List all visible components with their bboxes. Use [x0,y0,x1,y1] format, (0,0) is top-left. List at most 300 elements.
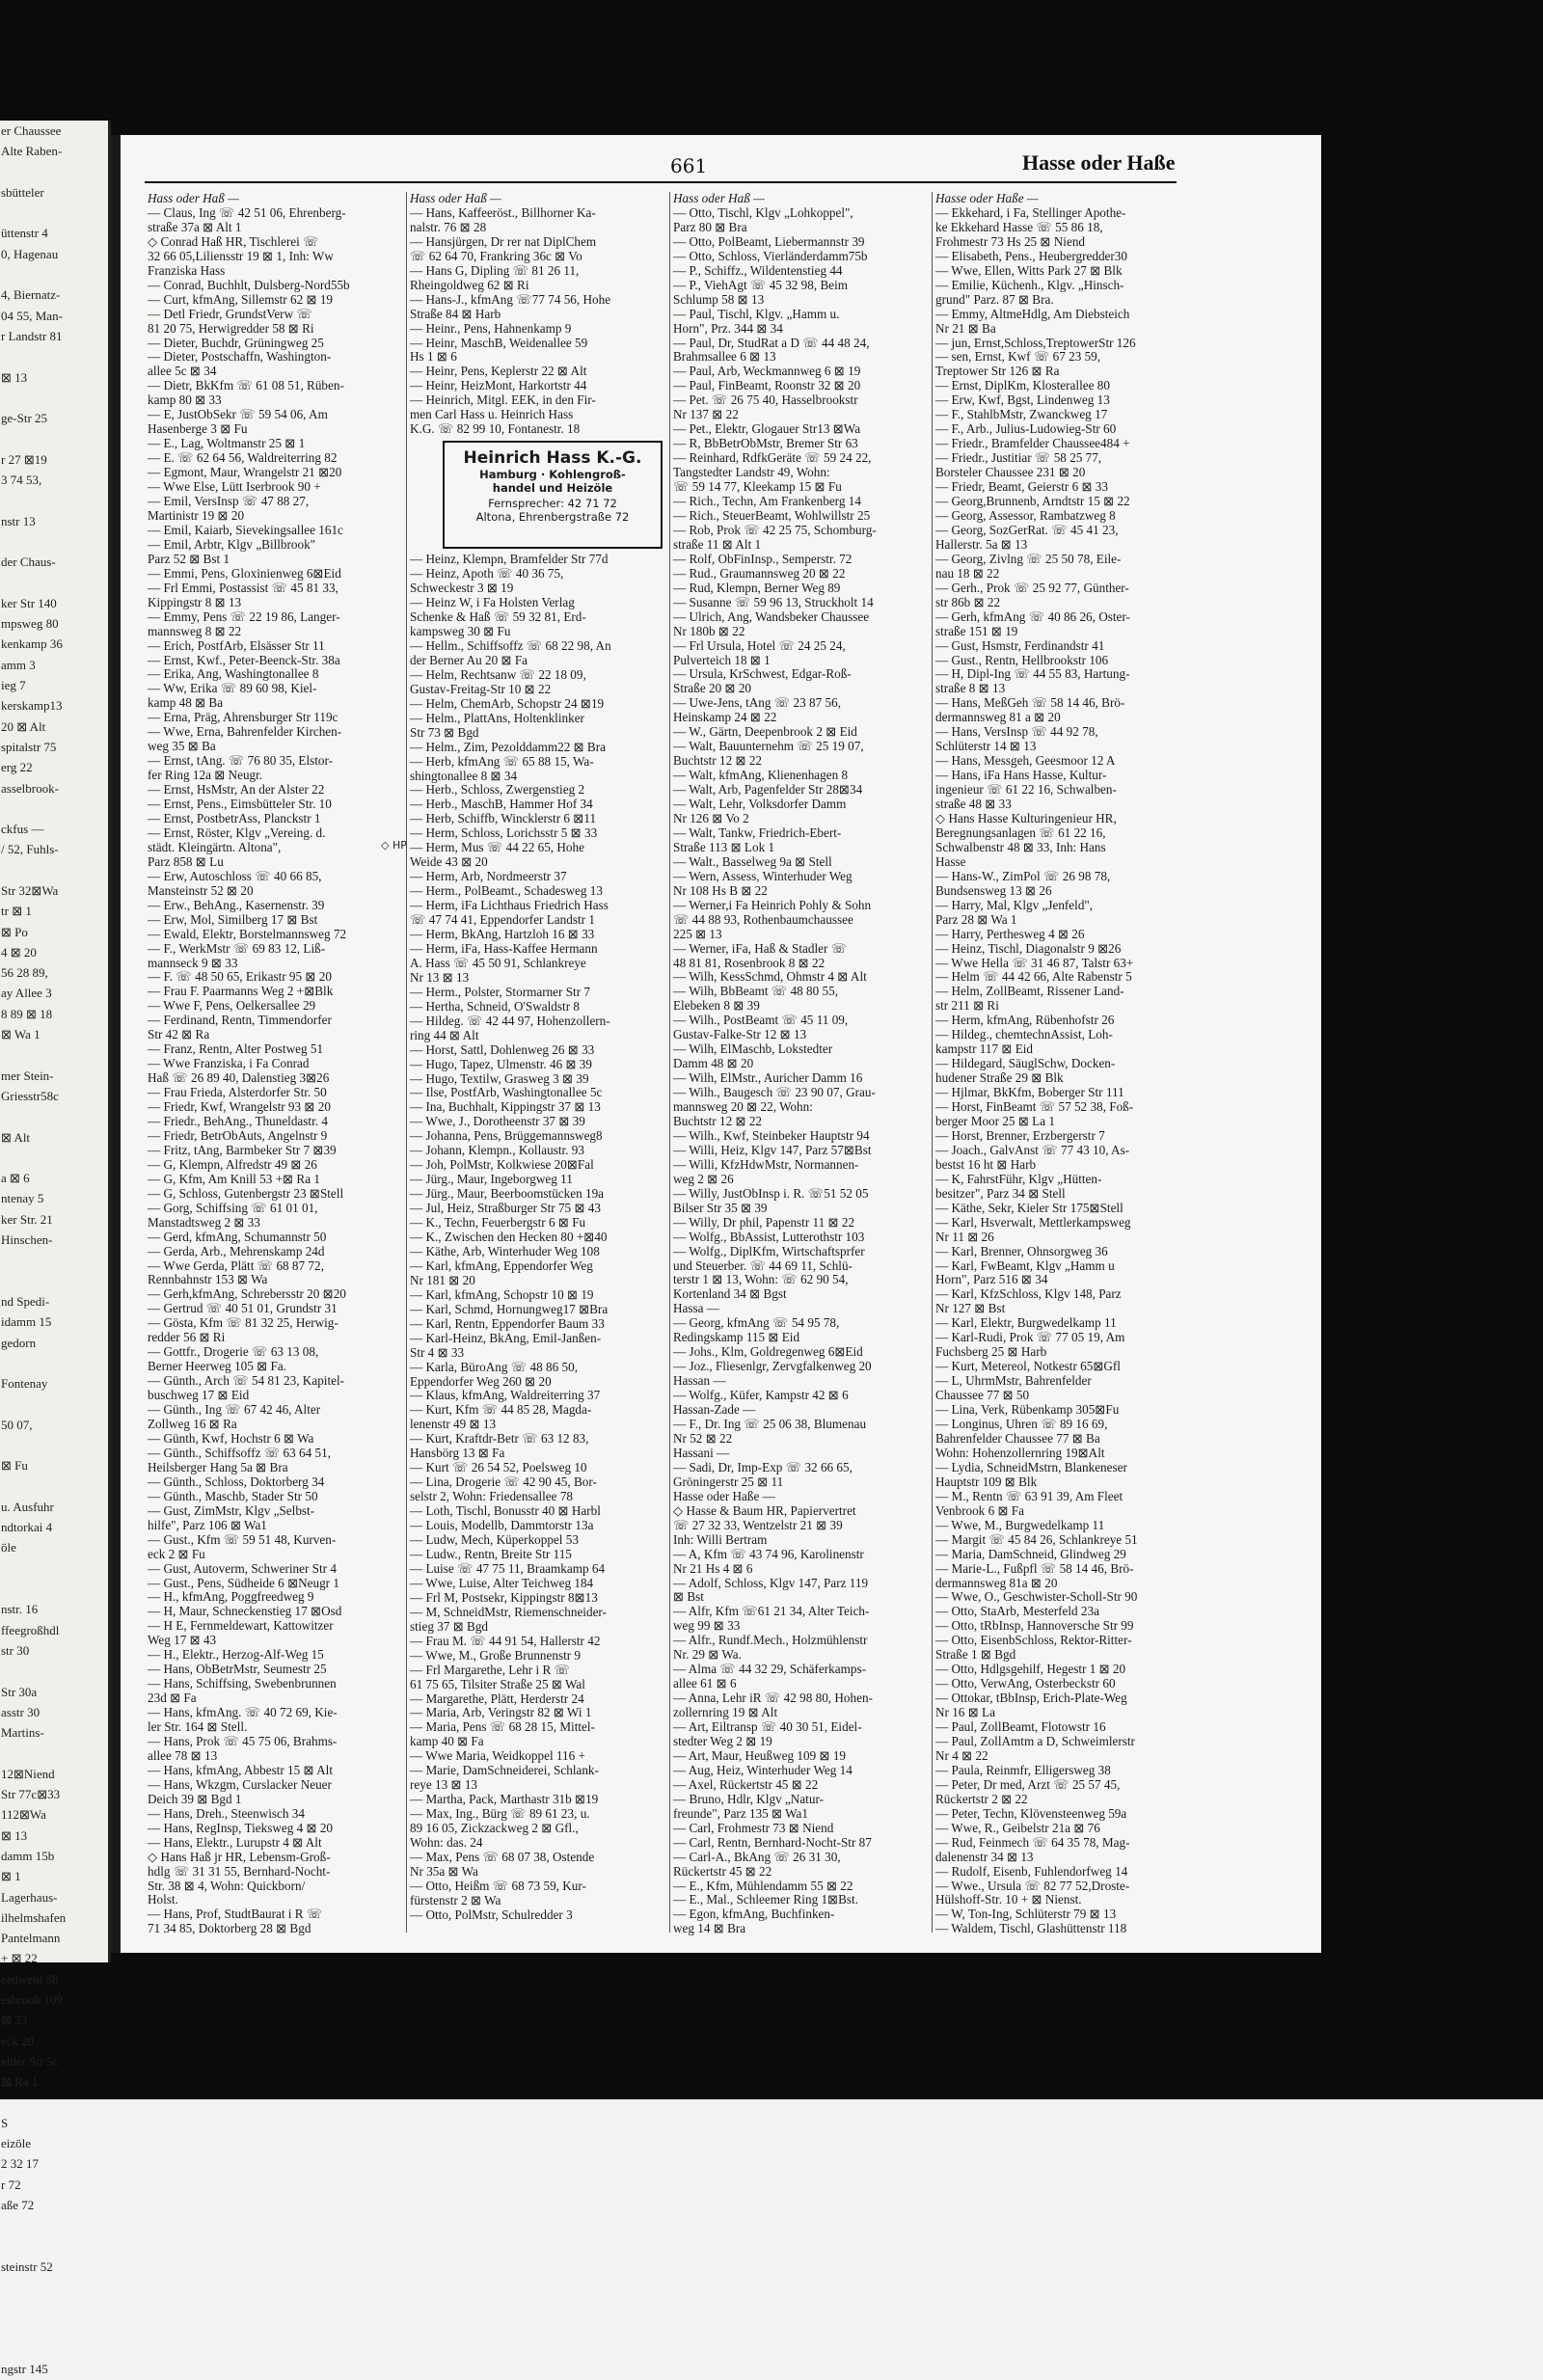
fragment-line: 4, Biernatz- [1,287,61,303]
directory-entry: stieg 37 ⊠ Bgd [410,1618,489,1634]
directory-entry: — Hans, Dreh., Steenwisch 34 [148,1805,305,1821]
directory-entry: stedter Weg 2 ⊠ 19 [673,1733,772,1748]
directory-entry: Str. 38 ⊠ 4, Wohn: Quickborn/ [148,1878,306,1893]
directory-entry: — Ernst, PostbetrAss, Planckstr 1 [148,810,321,825]
column-divider [932,192,933,1933]
directory-entry: dalenenstr 34 ⊠ 13 [935,1849,1034,1864]
directory-entry: Gröningerstr 25 ⊠ 11 [673,1474,784,1489]
directory-entry: Frohmestr 73 Hs 25 ⊠ Niend [935,233,1086,249]
directory-entry: Pulverteich 18 ⊠ 1 [673,652,771,667]
fragment-line [0,1148,108,1168]
directory-entry: Hasse oder Haße — [673,1488,775,1503]
directory-entry: Manstadtsweg 2 ⊠ 33 [148,1214,260,1230]
directory-entry: — Jürg., Maur, Beerboomstücken 19a [410,1186,605,1202]
directory-entry: Nr 21 Hs 4 ⊠ 6 [673,1560,753,1576]
directory-entry: — Hans, iFa Hans Hasse, Kultur- [935,768,1107,783]
directory-entry: — Rud., Graumannsweg 20 ⊠ 22 [673,565,846,581]
directory-entry: — Alma ☏ 44 32 29, Schäferkamps- [673,1662,866,1677]
directory-entry: — Heinr, HeizMont, Harkortstr 44 [410,378,587,393]
directory-entry: — Kurt ☏ 26 54 52, Poelsweg 10 [410,1460,587,1475]
directory-entry: — Johanna, Pens, Brüggemannsweg8 [410,1128,603,1144]
directory-entry: — Friedr., BehAng., Thuneldastr. 4 [148,1114,328,1128]
directory-entry: Horn", Prz. 344 ⊠ 34 [673,320,783,336]
directory-entry: — Walt, kfmAng, Klienenhagen 8 [673,768,849,783]
directory-entry: der Berner Au 20 ⊠ Fa [410,652,528,667]
directory-entry: — H E, Fernmeldewart, Kattowitzer [148,1618,334,1634]
fragment-line: 04 55, Man- [1,308,63,323]
directory-entry: — Herb, Schiffb, Wincklerstr 6 ⊠11 [410,811,597,826]
directory-entry: — Willy, JustObInsp i. R. ☏51 52 05 [673,1185,869,1201]
directory-entry: — Hans, Wkzgm, Curslacker Neuer [148,1776,332,1792]
directory-entry: — Max, Ing., Bürg ☏ 89 61 23, u. [410,1806,590,1822]
directory-entry: — A, Kfm ☏ 43 74 96, Karolinenstr [673,1546,864,1561]
ad-phone: Fernsprecher: 42 71 72 [488,497,617,511]
directory-entry: — Wern, Assess, Winterhuder Weg [673,868,853,883]
directory-entry: — Wilh, KessSchmd, Ohmstr 4 ⊠ Alt [673,969,867,985]
fragment-line: Str 30a [1,1684,38,1699]
directory-entry: Kortenland 34 ⊠ Bgst [673,1286,787,1302]
fragment-line: er Chaussee [1,123,62,138]
directory-entry: — Wilh., PostBeamt ☏ 45 11 09, [673,1013,849,1028]
book-gutter [111,0,121,2099]
directory-entry: — Herm., Polster, Stormarner Str 7 [410,984,591,999]
directory-entry: Kippingstr 8 ⊠ 13 [148,594,242,609]
film-margin-right [1321,0,1543,2099]
directory-entry: Mansteinstr 52 ⊠ 20 [148,882,254,898]
directory-entry: — Walt, Lehr, Volksdorfer Damm [673,797,847,812]
directory-entry: — Otto, tRbInsp, Hannoversche Str 99 [935,1618,1134,1634]
directory-entry: — Herm, Schloss, Lorichsstr 5 ⊠ 33 [410,825,598,841]
fragment-line [0,388,108,408]
directory-entry: reye 13 ⊠ 13 [410,1777,478,1793]
directory-entry: — Erw, Autoschloss ☏ 40 66 85, [148,868,322,883]
fragment-line: ⊠ 33 [1,2013,28,2028]
directory-entry: — Reinhard, RdfkGeräte ☏ 59 24 22, [673,450,872,466]
ad-line: handel und Heizöle [492,481,613,496]
directory-entry: — Heinz, Tischl, Diagonalstr 9 ⊠26 [935,940,1122,956]
directory-entry: — Wwe Maria, Weidkoppel 116 + [410,1748,585,1764]
header-rule [145,181,1177,183]
directory-entry: str 86b ⊠ 22 [935,594,1001,609]
directory-entry: — Kurt, Kraftdr-Betr ☏ 63 12 83, [410,1431,589,1447]
fragment-line [0,798,108,819]
directory-entry: — Otto, PolMstr, Schulredder 3 [410,1907,573,1922]
directory-entry: — Herm., PolBeamt., Schadesweg 13 [410,883,603,899]
fragment-line: ⊠ Po [1,924,28,939]
directory-entry: — Lina, Drogerie ☏ 42 90 45, Bor- [410,1474,597,1490]
directory-entry: — Emil, VersInsp ☏ 47 88 27, [148,494,310,509]
directory-entry: 71 34 85, Doktorberg 28 ⊠ Bgd [148,1921,311,1936]
directory-entry: — Margarethe, Plätt, Herderstr 24 [410,1690,584,1706]
directory-entry: — Willi, Heiz, Klgv 147, Parz 57⊠Bst [673,1142,872,1157]
directory-entry: — Heinz, Apoth ☏ 40 36 75, [410,566,564,581]
directory-entry: — Wwe., Ursula ☏ 82 77 52,Droste- [935,1878,1130,1893]
directory-entry: — Walt., Basselweg 9a ⊠ Stell [673,853,832,869]
fragment-line [0,1558,108,1579]
directory-entry: ingenieur ☏ 61 22 16, Schwalben- [935,782,1117,798]
directory-entry: — Hans, RegInsp, Tieksweg 4 ⊠ 20 [148,1820,334,1835]
directory-entry: — Dieter, Postschaffn, Washington- [148,349,332,365]
directory-entry: — Emilie, Küchenh., Klgv. „Hinsch- [935,277,1124,292]
directory-entry: — Hans G, Dipling ☏ 81 26 11, [410,262,580,278]
fragment-line [0,2277,108,2297]
fragment-line: 50 07, [1,1417,33,1432]
directory-entry: — Johann, Klempn., Kollaustr. 93 [410,1143,584,1158]
directory-entry: — Frl Margarethe, Lehr i R ☏ [410,1662,571,1677]
fragment-line: üttenstr 4 [1,226,48,241]
directory-entry: — Harry, Perthesweg 4 ⊠ 26 [935,926,1085,941]
ad-line: Hamburg · Kohlengroß- [479,468,626,482]
directory-entry: 23d ⊠ Fa [148,1690,197,1706]
directory-entry: — Gust., Kfm ☏ 59 51 48, Kurven- [148,1531,337,1547]
fragment-line: ⊠ 1 [1,1869,21,1884]
directory-entry: fer Ring 12a ⊠ Neugr. [148,768,263,783]
fragment-line [0,1044,108,1065]
fragment-line [0,2236,108,2257]
directory-entry: Straße 1 ⊠ Bgd [935,1647,1016,1663]
page-number: 661 [670,154,708,177]
directory-entry: — Otto, EisenbSchloss, Rektor-Ritter- [935,1633,1132,1648]
directory-entry: — Heinz, Klempn, Bramfelder Str 77d [410,552,609,567]
directory-entry: — Conrad, Buchhlt, Dulsberg-Nord55b [148,277,350,292]
directory-entry: — Hans, Kaffeeröst., Billhorner Ka- [410,204,596,220]
directory-entry: — Carl, Frohmestr 73 ⊠ Niend [673,1820,834,1835]
directory-entry: Gustav-Freitag-Str 10 ⊠ 22 [410,681,552,696]
directory-entry: — Otto, Tischl, Klgv „Lohkoppel", [673,204,853,220]
directory-entry: — Gerh, kfmAng ☏ 40 86 26, Oster- [935,609,1130,624]
advertisement-box [443,441,663,549]
directory-entry: — Helm., PlattAns, Holtenklinker [410,710,584,725]
directory-entry: — Ww, Erika ☏ 89 60 98, Kiel- [148,681,317,696]
directory-entry: ☏ 44 88 93, Rothenbaumchaussee [673,911,853,927]
directory-entry: — Paul, Tischl, Klgv. „Hamm u. [673,306,840,321]
directory-entry: — Hans, VersInsp ☏ 44 92 78, [935,724,1098,740]
directory-entry: Deich 39 ⊠ Bgd 1 [148,1791,242,1806]
directory-entry: str 211 ⊠ Ri [935,998,999,1014]
directory-entry: — jun, Ernst,Schloss,TreptowerStr 126 [935,335,1136,350]
fragment-line: ay Allee 3 [1,986,52,1001]
directory-entry: — Käthe, Arb, Winterhuder Weg 108 [410,1243,600,1258]
fragment-line: tr ⊠ 1 [1,904,32,919]
directory-entry: Str 73 ⊠ Bgd [410,724,479,740]
fragment-line: 112⊠Wa [1,1807,46,1823]
directory-entry: — Frau F. Paarmanns Weg 2 +⊠Blk [148,984,334,999]
directory-entry: — R, BbBetrObMstr, Bremer Str 63 [673,436,858,451]
fragment-line: ⊠ Wa 1 [1,1027,41,1042]
directory-entry: — Wilh, ElMaschb, Lokstedter [673,1041,833,1057]
directory-entry: — Karl, Rentn, Eppendorfer Baum 33 [410,1315,605,1331]
fragment-line [0,1476,108,1497]
directory-entry: — Günth., Maschb, Stader Str 50 [148,1488,318,1503]
directory-entry: — Hellm., Schiffsoffz ☏ 68 22 98, An [410,637,611,653]
directory-entry: kampsweg 30 ⊠ Fu [410,623,511,638]
fragment-line [0,1393,108,1414]
fragment-line: 3 74 53, [1,473,42,488]
directory-entry: — Paul, Arb, Weckmannweg 6 ⊠ 19 [673,364,861,379]
directory-entry: mannsweg 20 ⊠ 22, Wohn: [673,1099,813,1115]
fragment-line [0,2093,108,2113]
directory-entry: — Martha, Pack, Marthastr 31b ⊠19 [410,1792,599,1807]
directory-entry: Nr 11 ⊠ 26 [935,1229,994,1244]
directory-entry: — Hans-W., ZimPol ☏ 26 98 78, [935,868,1111,883]
directory-entry: — Erw, Kwf, Bgst, Lindenweg 13 [935,392,1110,408]
directory-entry: redder 56 ⊠ Ri [148,1330,226,1345]
directory-entry: — H., kfmAng, Poggfreedweg 9 [148,1589,314,1605]
directory-entry: Heilsberger Hang 5a ⊠ Bra [148,1459,288,1474]
directory-entry: weg 35 ⊠ Ba [148,739,216,754]
directory-entry: 225 ⊠ 13 [673,926,722,941]
directory-entry: — Klaus, kfmAng, Waldreiterring 37 [410,1388,601,1403]
directory-entry: mannseck 9 ⊠ 33 [148,955,238,970]
directory-entry: — Hans, Messgeh, Geesmoor 12 A [935,753,1116,769]
directory-entry: 81 20 75, Herwigredder 58 ⊠ Ri [148,320,314,336]
directory-entry: — Joz., Fliesenlgr, Zervgfalkenweg 20 [673,1359,872,1374]
directory-entry: — Kurt, Kfm ☏ 44 85 28, Magda- [410,1402,592,1418]
directory-entry: — Wwe, Luise, Alter Teichweg 184 [410,1575,594,1590]
directory-entry: Heinskamp 24 ⊠ 22 [673,710,777,725]
directory-entry: — Joh, PolMstr, Kolkwiese 20⊠Fal [410,1157,594,1173]
directory-entry: — Wwe, Ellen, Witts Park 27 ⊠ Blk [935,262,1123,278]
directory-entry: — Ernst, HsMstr, An der Alster 22 [148,782,325,798]
directory-entry: Schenke & Haß ☏ 59 32 81, Erd- [410,609,586,625]
fragment-line: r 27 ⊠19 [1,451,47,467]
directory-entry: ◇ Hans Haß jr HR, Lebensm-Groß- [148,1849,331,1864]
directory-entry: Haß ☏ 26 89 40, Dalenstieg 3⊠26 [148,1070,330,1086]
section-head: Hass oder Haß — [148,191,239,205]
directory-entry: Nr 35a ⊠ Wa [410,1863,478,1879]
directory-entry: — K., Zwischen den Hecken 80 +⊠40 [410,1230,608,1244]
directory-entry: weg 14 ⊠ Bra [673,1921,746,1936]
fragment-line: erg 22 [1,760,33,775]
directory-entry: und Steuerber. ☏ 44 69 11, Schlü- [673,1258,853,1273]
directory-entry: allee 5c ⊠ 34 [148,364,217,379]
directory-entry: — Ursula, KrSchwest, Edgar-Roß- [673,666,852,682]
fragment-line [0,1743,108,1763]
directory-entry: — Rolf, ObFinInsp., Semperstr. 72 [673,551,853,566]
fragment-line: Pantelmann [1,1931,61,1946]
directory-entry: — Georg, Zivlng ☏ 25 50 78, Eile- [935,551,1122,566]
directory-entry: — Karl, kfmAng, Eppendorfer Weg [410,1258,593,1273]
fragment-line [0,1271,108,1291]
directory-entry: — Paul, Dr, StudRat a D ☏ 44 48 24, [673,335,870,350]
fragment-line: ⊠ 13 [1,1827,28,1843]
directory-entry: ◇ Conrad Haß HR, Tischlerei ☏ [148,233,319,249]
fragment-line: ker Str. 21 [1,1211,53,1227]
directory-entry: — Karl, Hsverwalt, Mettlerkampsweg [935,1214,1131,1230]
directory-entry: — Rudolf, Eisenb, Fuhlendorfweg 14 [935,1863,1128,1879]
fragment-line: r Landstr 81 [1,328,63,343]
directory-entry: — Erika, Ang, Washingtonallee 8 [148,666,319,682]
directory-entry: — Gerda, Arb., Mehrenskamp 24d [148,1243,325,1258]
directory-entry: — Adolf, Schloss, Klgv 147, Parz 119 [673,1575,869,1590]
directory-entry: — Georg, Assessor, Rambatzweg 8 [935,507,1116,523]
directory-entry: Borsteler Chaussee 231 ⊠ 20 [935,465,1086,480]
directory-entry: — Karl, Schmd, Hornungweg17 ⊠Bra [410,1301,609,1316]
directory-entry: — Georg, SozGerRat. ☏ 45 41 23, [935,522,1119,537]
directory-entry: — Alfr., Rundf.Mech., Holzmühlenstr [673,1633,868,1648]
directory-entry: — Hildeg., chemtechnAssist, Loh- [935,1027,1113,1042]
directory-entry: — Kurt, Metereol, Notkestr 65⊠Gfl [935,1359,1121,1374]
directory-entry: — Peter, Dr med, Arzt ☏ 25 57 45, [935,1776,1121,1792]
directory-entry: ☏ 62 64 70, Frankring 36c ⊠ Vo [410,248,582,263]
directory-entry: — Karl, FwBeamt, Klgv „Hamm u [935,1258,1115,1273]
directory-entry: — Waldem, Tischl, Glashüttenstr 118 [935,1921,1127,1936]
fragment-line: mer Stein- [1,1068,54,1083]
directory-entry: hudener Straße 29 ⊠ Blk [935,1070,1064,1086]
directory-entry: weg 99 ⊠ 33 [673,1618,741,1634]
directory-entry: — E., Kfm, Mühlendamm 55 ⊠ 22 [673,1878,853,1893]
directory-entry: Schwalbenstr 48 ⊠ 33, Inh: Hans [935,839,1106,854]
directory-entry: Straße 20 ⊠ 20 [673,681,752,696]
fragment-line: ⊠ Fu [1,1458,28,1474]
fragment-line [0,1106,108,1126]
fragment-line: 8 89 ⊠ 18 [1,1006,53,1021]
directory-entry: — H, Dipl-Ing ☏ 44 55 83, Hartung- [935,666,1130,682]
fragment-line: ntenay 5 [1,1191,44,1206]
directory-entry: — Alfr, Kfm ☏61 21 34, Alter Teich- [673,1604,870,1619]
directory-entry: weg 2 ⊠ 26 [673,1171,734,1186]
directory-entry: — Gust, Hsmstr, Ferdinandstr 41 [935,637,1105,653]
fragment-line: / 52, Fuhls- [1,842,59,857]
directory-entry: Chaussee 77 ⊠ 50 [935,1388,1030,1403]
directory-entry: Wohn: Hohenzollernring 19⊠Alt [935,1445,1105,1460]
directory-entry: — F., Arb., Julius-Ludowieg-Str 60 [935,421,1117,437]
directory-entry: — Longinus, Uhren ☏ 89 16 69, [935,1417,1108,1432]
directory-entry: Rheingoldweg 62 ⊠ Ri [410,277,529,292]
fragment-line: amm 3 [1,657,36,672]
fragment-line: eck 20 [1,2033,35,2048]
directory-entry: fürstenstr 2 ⊠ Wa [410,1892,501,1907]
directory-entry: — Hans, Prok ☏ 45 75 06, Brahms- [148,1733,338,1748]
directory-entry: — K., Techn, Feuerbergstr 6 ⊠ Fu [410,1215,586,1231]
fragment-line: ckfus — [1,822,44,837]
directory-entry: — Otto, Heißm ☏ 68 73 59, Kur- [410,1878,586,1893]
directory-entry: — Maria, Pens ☏ 68 28 15, Mittel- [410,1719,595,1735]
directory-entry: Fuchsberg 25 ⊠ Harb [935,1344,1047,1360]
directory-entry: ☏ 27 32 33, Wentzelstr 21 ⊠ 39 [673,1517,843,1532]
directory-entry: zollernring 19 ⊠ Alt [673,1705,778,1720]
directory-entry: selstr 2, Wohn: Friedensallee 78 [410,1489,574,1504]
directory-entry: — Wwe, Erna, Bahrenfelder Kirchen- [148,724,342,740]
fragment-line: u. Ausfuhr [1,1499,54,1514]
fragment-line: eedweid 58 [1,1971,59,1987]
directory-entry: — Gorg, Schiffsing ☏ 61 01 01, [148,1200,318,1215]
directory-entry: Parz 80 ⊠ Bra [673,219,747,234]
fragment-line: + ⊠ 22 [1,1951,38,1966]
directory-entry: — Peter, Techn, Klövenstеenweg 59a [935,1805,1127,1821]
fragment-line: 2 32 17 [1,2156,39,2172]
fragment-line: eizöle [1,2136,32,2151]
directory-entry: Wohn: das. 24 [410,1835,483,1851]
directory-entry: — Gottfr., Drogerie ☏ 63 13 08, [148,1344,319,1360]
directory-entry: — Carl-A., BkAng ☏ 26 31 30, [673,1849,841,1864]
directory-entry: Nr. 29 ⊠ Wa. [673,1647,742,1663]
ad-address: Altona, Ehrenbergstraße 72 [475,510,630,525]
directory-entry: — Wwe, M., Große Brunnenstr 9 [410,1647,582,1663]
directory-entry: ler Str. 164 ⊠ Stell. [148,1719,248,1735]
directory-entry: — Pet., Elektr, Glogauer Str13 ⊠Wa [673,421,861,437]
directory-entry: — Paul, FinBeamt, Roonstr 32 ⊠ 20 [673,378,861,393]
directory-entry: — Otto, Schloss, Vierländerdamm75b [673,248,868,263]
directory-entry: — Ilse, PostfArb, Washingtonallee 5c [410,1085,603,1100]
directory-entry: buschweg 17 ⊠ Eid [148,1388,250,1403]
fragment-line: öle [1,1540,16,1555]
directory-entry: — H, Maur, Schneckenstieg 17 ⊠Osd [148,1604,342,1619]
directory-entry: Hassan — [673,1373,726,1389]
fragment-line: r 72 [1,2177,21,2192]
directory-entry: — Hans, Elektr., Lurupstr 4 ⊠ Alt [148,1834,322,1850]
directory-entry: — Hans-J., kfmAng ☏77 74 56, Hohe [410,291,611,307]
directory-entry: — Erich, PostfArb, Elsässer Str 11 [148,637,325,653]
directory-entry: — Herm, BkAng, Hartzloh 16 ⊠ 33 [410,926,595,941]
directory-entry: — F., Dr. Ing ☏ 25 06 38, Blumenau [673,1417,867,1432]
directory-entry: — Paul, ZollBeamt, Flotowstr 16 [935,1719,1106,1735]
directory-entry: — Hans, MeßGeh ☏ 58 14 46, Brö- [935,695,1125,711]
fragment-line: Martins- [1,1725,44,1741]
directory-entry: Nr 108 Hs B ⊠ 22 [673,882,768,898]
directory-entry: Schweckestr 3 ⊠ 19 [410,581,514,596]
directory-entry: — Wolfg., Küfer, Kampstr 42 ⊠ 6 [673,1388,849,1403]
directory-entry: — Wwe Gerda, Plätt ☏ 68 87 72, [148,1258,324,1273]
fragment-line [0,264,108,284]
directory-entry: — Werner, iFa, Haß & Stadler ☏ [673,940,848,956]
directory-entry: — Maria, DamSchneid, Glindweg 29 [935,1546,1126,1561]
directory-entry: — Ekkehard, i Fa, Stellinger Apothe- [935,204,1126,220]
directory-entry: Hallerstr. 5a ⊠ 13 [935,536,1028,552]
directory-entry: — Otto, Hdlgsgehilf, Hegestr 1 ⊠ 20 [935,1662,1126,1677]
directory-entry: Nr 126 ⊠ Vo 2 [673,810,749,825]
directory-entry: — Curt, kfmAng, Sillemstr 62 ⊠ 19 [148,291,334,307]
directory-entry: Str 42 ⊠ Ra [148,1027,210,1042]
directory-entry: shingtonallee 8 ⊠ 34 [410,768,518,783]
directory-entry: — Dieter, Buchdr, Grüningweg 25 [148,335,324,350]
fragment-line [0,1353,108,1373]
directory-entry: — Louis, Modellb, Dammtorstr 13a [410,1518,594,1533]
directory-entry: — Herb, kfmAng ☏ 65 88 15, Wa- [410,753,594,769]
directory-entry: Hs 1 ⊠ 6 [410,349,457,365]
fragment-line: aße 72 [1,2197,35,2212]
directory-entry: Hassa — [673,1301,719,1316]
directory-entry: — Erw., BehAng., Kasernenstr. 39 [148,897,325,912]
directory-entry: Schlump 58 ⊠ 13 [673,291,765,307]
directory-entry: — Walt, Arb, Pagenfelder Str 28⊠34 [673,782,863,798]
fragment-line: Fontenay [1,1376,48,1392]
directory-entry: — Emmy, Pens ☏ 22 19 86, Langer- [148,609,340,624]
directory-entry: Bilser Str 35 ⊠ 39 [673,1200,768,1215]
fragment-line: Hinschen- [1,1232,53,1248]
directory-entry: Parz 52 ⊠ Bst 1 [148,551,230,566]
directory-entry: — Ernst, Kwf., Peter-Beenck-Str. 38a [148,652,340,667]
directory-entry: — L, UhrmMstr, Bahrenfelder [935,1373,1092,1389]
fragment-line [0,531,108,552]
directory-entry: — Gertrud ☏ 40 51 01, Grundstr 31 [148,1301,338,1316]
directory-entry: — Fritz, tAng, Barmbeker Str 7 ⊠39 [148,1142,337,1157]
directory-entry: — Rich., Techn, Am Frankenberg 14 [673,494,861,509]
directory-entry: — W., Gärtn, Deepenbrook 2 ⊠ Eid [673,724,857,740]
directory-entry: 61 75 65, Tilsiter Straße 25 ⊠ Wal [410,1676,585,1691]
directory-entry: — Günth., Arch ☏ 54 81 23, Kapitel- [148,1373,345,1389]
directory-entry: — Franz, Rentn, Alter Postweg 51 [148,1041,324,1057]
directory-entry: — Werner,i Fa Heinrich Pohly & Sohn [673,897,872,912]
directory-entry: freunde", Parz 135 ⊠ Wa1 [673,1805,809,1821]
directory-entry: — Ludw, Mech, Küperkoppel 53 [410,1532,579,1548]
directory-column-4 [935,191,1194,1936]
directory-entry: bestst 16 ht ⊠ Harb [935,1156,1037,1172]
directory-column-1 [148,191,406,1936]
directory-entry: — E., Lag, Woltmanstr 25 ⊠ 1 [148,436,306,451]
film-margin-bottom [111,1953,1543,2099]
directory-entry: Nr 127 ⊠ Bst [935,1301,1006,1316]
